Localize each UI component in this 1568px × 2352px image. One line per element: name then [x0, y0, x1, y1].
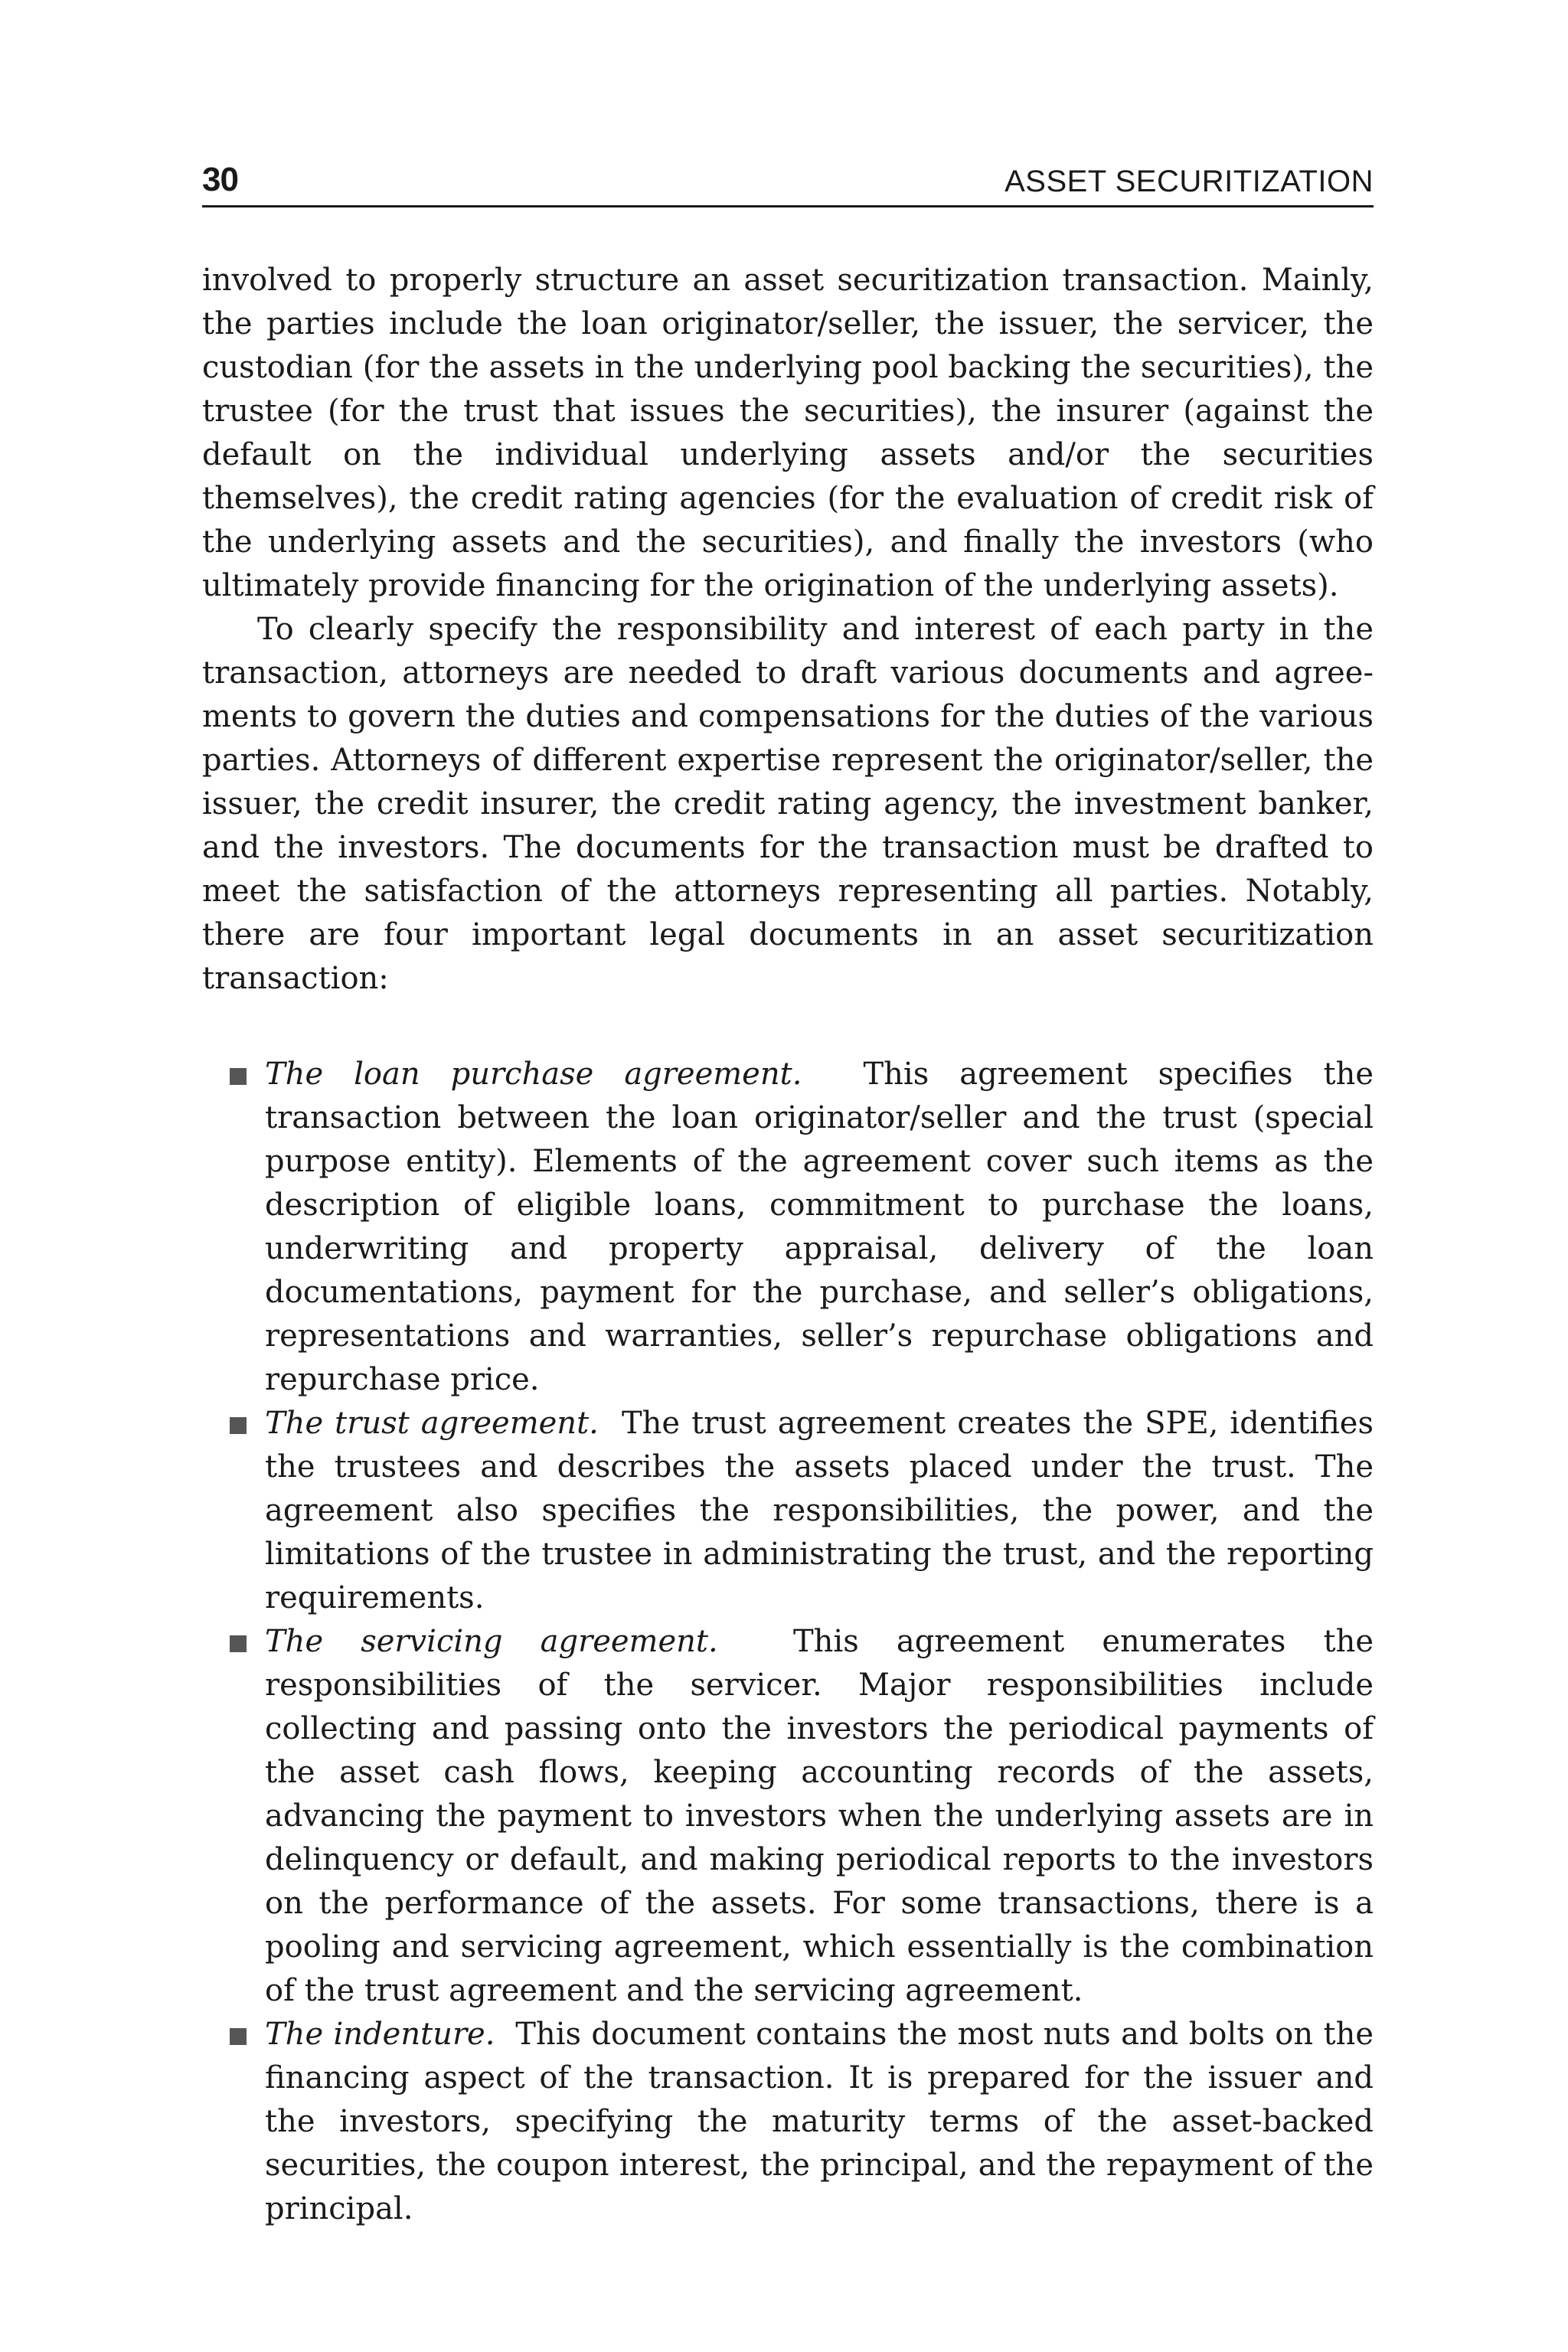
square-bullet-icon: [230, 1635, 247, 1652]
legal-documents-list: [202, 1053, 1374, 2231]
square-bullet-icon: [230, 1068, 247, 1085]
list-item-title: The indenture.: [265, 2017, 495, 2052]
square-bullet-icon: [230, 1417, 247, 1434]
body-paragraph-continued: involved to properly structure an asset securitization transaction. Mainly, the parties include the loan originator/seller, the issuer, the servicer, the custodian (for the assets in the underlying pool backing the securities), the trustee (for the trust that issues the securities), the insurer (against the default on the individual underlying assets and/or the securities themselves), the credit rating agencies (for the evaluation of credit risk of the underlying assets and the securities), and finally the investors (who ultimately provide financing for the origination of the underlying assets).: [202, 263, 1374, 603]
square-bullet-icon: [230, 2028, 247, 2045]
list-item-title: The loan purchase agreement.: [265, 1057, 802, 1092]
page-number: 30: [202, 161, 238, 198]
list-item-title: The servicing agreement.: [265, 1624, 718, 1659]
list-item-text: This document contains the most nuts and bolts on the financing aspect of the transaction. It is prepared for the issuer and the investors, specifying the maturity terms of the asset-backed securities, the coupon interest, the principal, and the repayment of the principal.: [265, 2017, 1374, 2226]
list-item-text: This agreement enumerates the responsibilities of the servicer. Major responsibilities include collecting and passing onto the investors the periodical payments of the asset cash flows, keeping accounting records of the assets, advancing the payment to investors when the underlying assets are in delinquency or default, and making periodical reports to the investors on the performance of the assets. For some transactions, there is a pooling and servicing agreement, which essentially is the combination of the trust agreement and the servicing agreement.: [265, 1624, 1374, 2008]
running-title: ASSET SECURITIZATION: [1004, 165, 1374, 198]
list-item-trust-agreement: [202, 1402, 1374, 1620]
page-body: [202, 259, 1374, 2231]
list-item-title: The trust agreement.: [265, 1406, 599, 1441]
list-item-text: This agreement specifies the transaction between the loan originator/seller and the trust (special purpose entity). Elements of the agreement cover such items as the description of eligible loans, commitment to purchase the loans, underwriting and property appraisal, delivery of the loan documentations, payment for the purchase, and seller’s obligations, representations and warranties, seller’s repurchase obligations and repurchase price.: [265, 1057, 1374, 1397]
body-paragraph: To clearly specify the responsibility and interest of each party in the transaction, attorneys are needed to draft various documents and agreements to govern the duties and compensations for the duties of the various parties. Attorneys of different expertise represent the originator/seller, the issuer, the credit insurer, the credit rating agency, the investment banker, and the investors. The documents for the transaction must be drafted to meet the satisfaction of the attorneys representing all parties. Notably, there are four important legal documents in an asset securitization transaction:: [202, 612, 1374, 996]
list-item-indenture: [202, 2013, 1374, 2231]
list-item-loan-purchase-agreement: [202, 1053, 1374, 1402]
list-item-text: The trust agreement creates the SPE, identifies the trustees and describes the assets placed under the trust. The agreement also specifies the responsibilities, the power, and the limitations of the trustee in administrating the trust, and the reporting requirements.: [265, 1406, 1374, 1615]
running-head: [202, 159, 1374, 207]
list-item-servicing-agreement: [202, 1620, 1374, 2013]
